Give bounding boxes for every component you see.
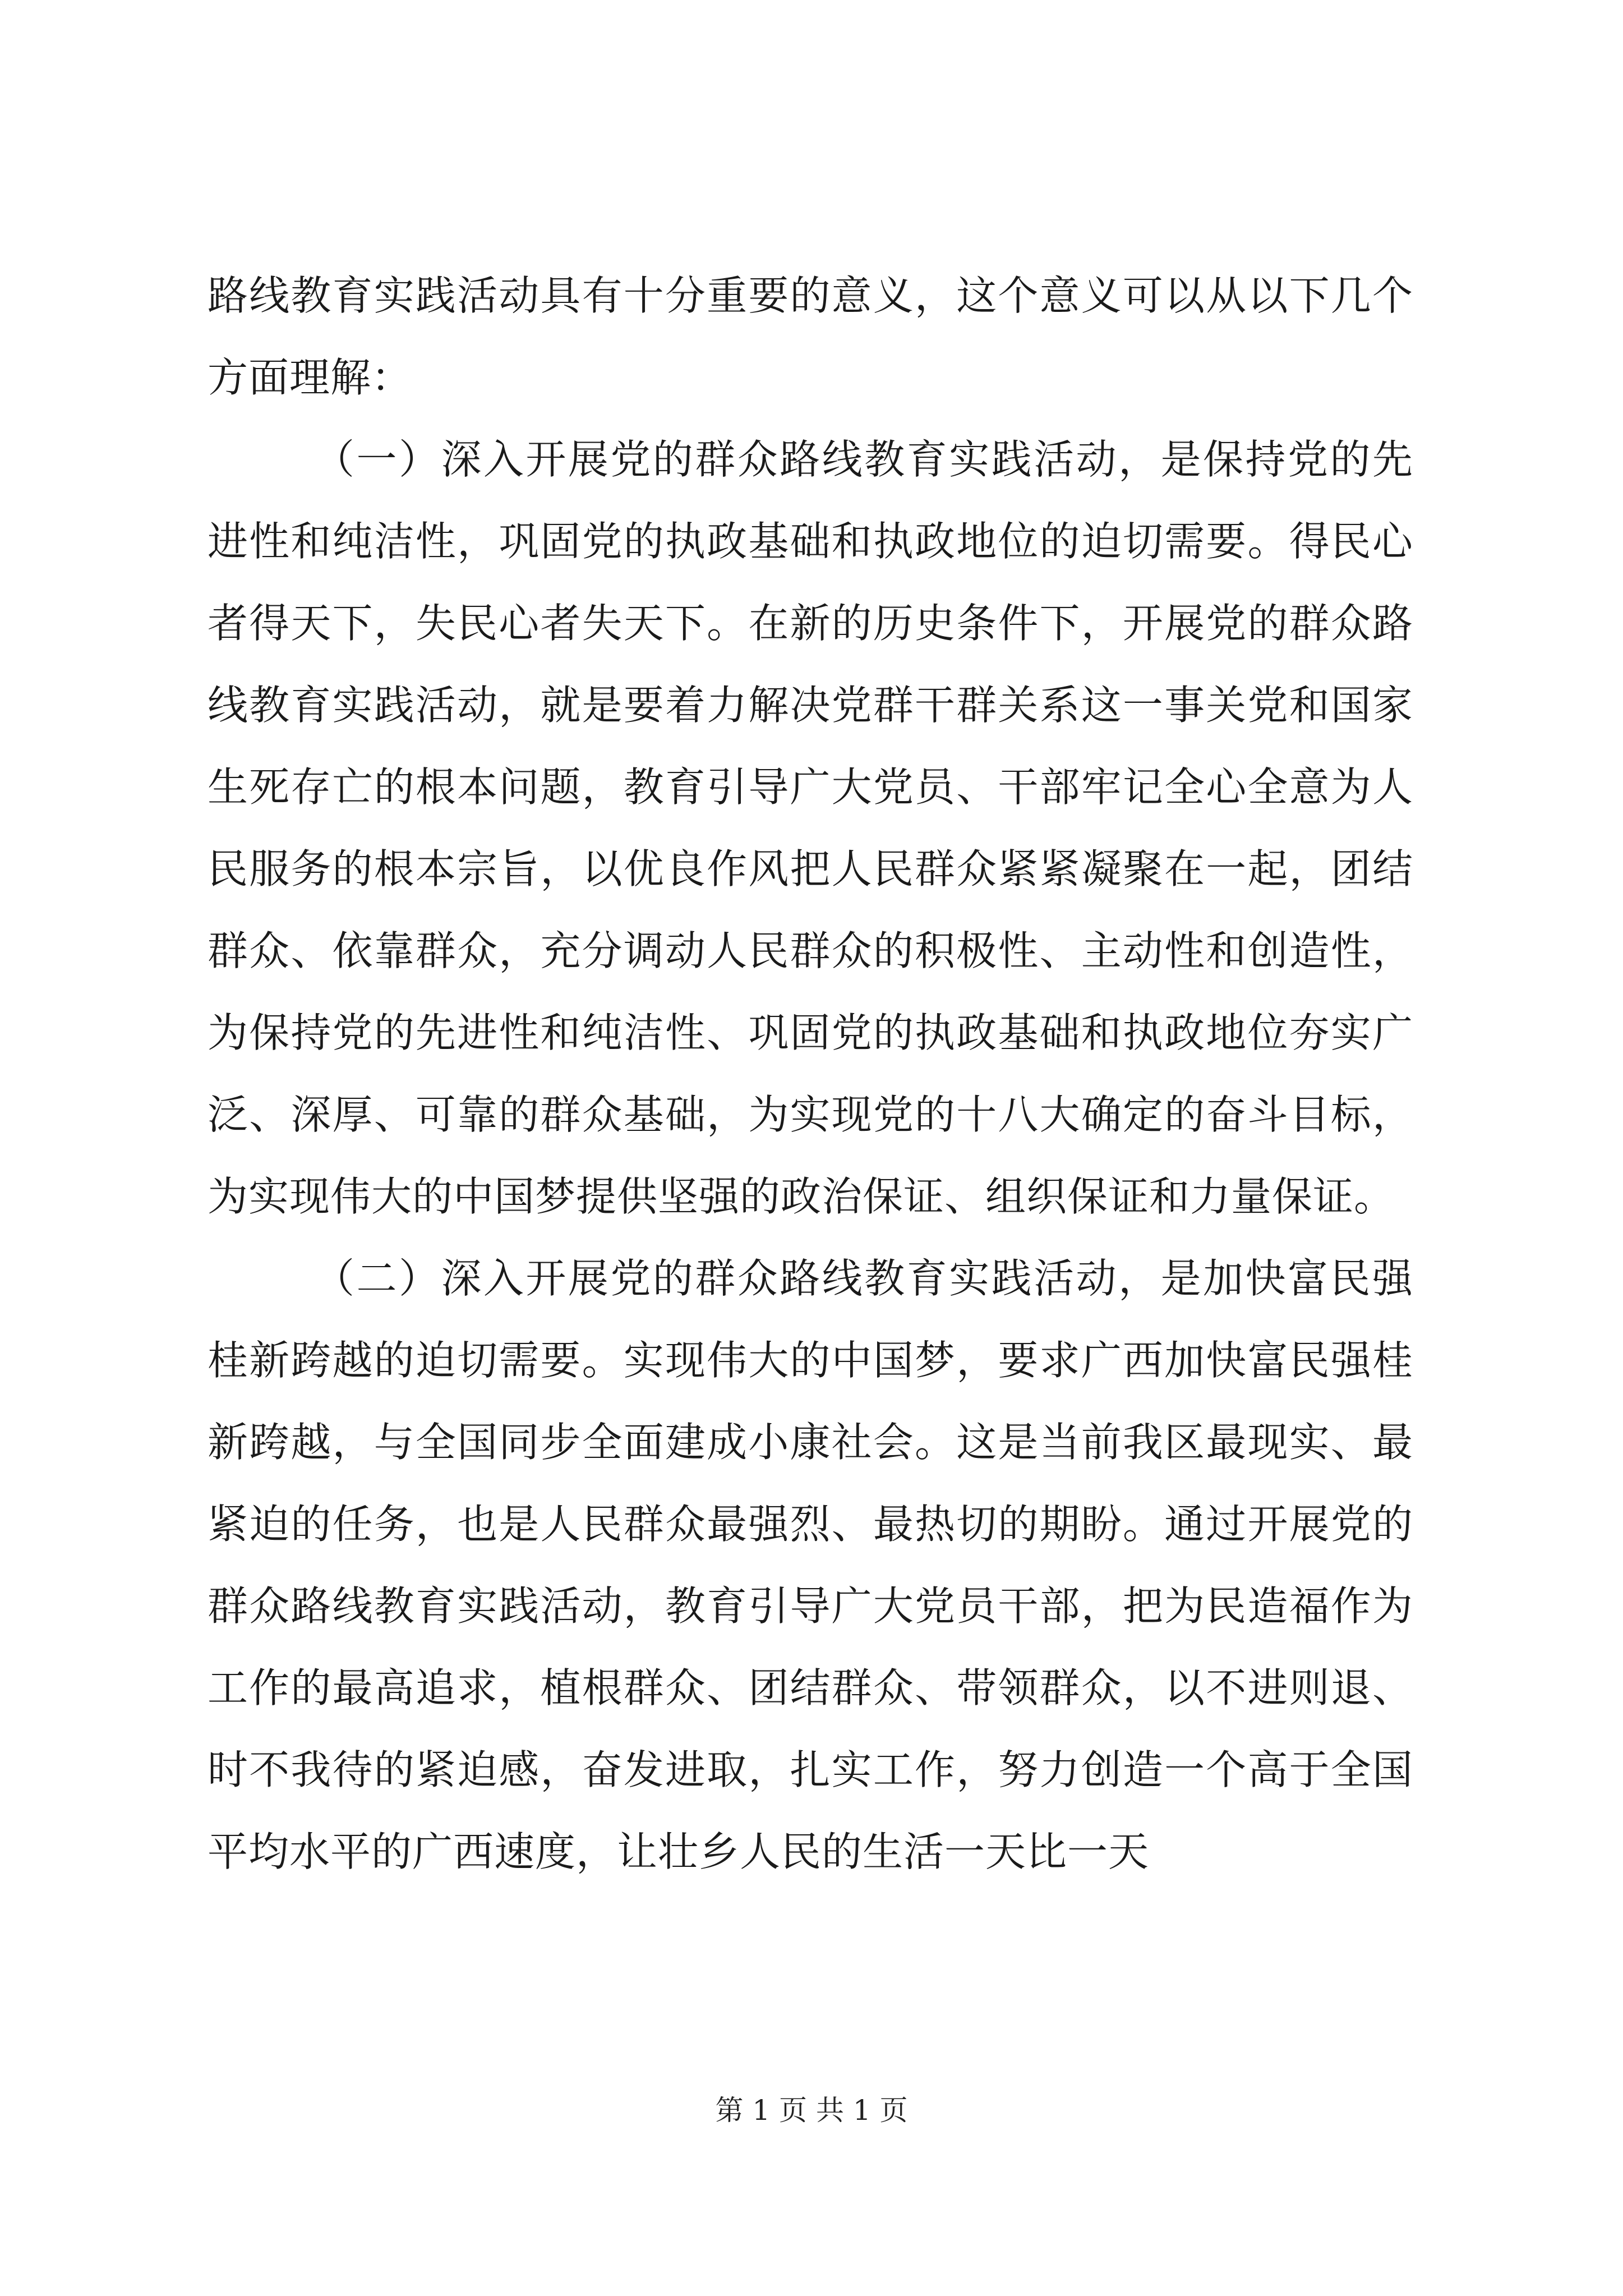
page-number-footer: 第 1 页 共 1 页 [715,2094,908,2127]
paragraph-point-one: （一）深入开展党的群众路线教育实践活动，是保持党的先进性和纯洁性，巩固党的执政基础和执政地位的迫切需要。得民心者得天下，失民心者失天下。在新的历史条件下，开展党的群众路线教育实践活动，就是要着力解决党群干群关系这一事关党和国家生死存亡的根本问题，教育引导广大党员、干部牢记全心全意为人民服务的根本宗旨，以优良作风把人民群众紧紧凝聚在一起，团结群众、依靠群众，充分调动人民群众的积极性、主动性和创造性，为保持党的先进性和纯洁性、巩固党的执政基础和执政地位夯实广泛、深厚、可靠的群众基础，为实现党的十八大确定的奋斗目标，为实现伟大的中国梦提供坚强的政治保证、组织保证和力量保证。 [208,436,1413,1220]
document-body [208,255,1413,1893]
paragraph-point-two: （二）深入开展党的群众路线教育实践活动，是加快富民强桂新跨越的迫切需要。实现伟大的中国梦，要求广西加快富民强桂新跨越，与全国同步全面建成小康社会。这是当前我区最现实、最紧迫的任务，也是人民群众最强烈、最热切的期盼。通过开展党的群众路线教育实践活动，教育引导广大党员干部，把为民造福作为工作的最高追求，植根群众、团结群众、带领群众，以不进则退、时不我待的紧迫感，奋发进取，扎实工作，努力创造一个高于全国平均水平的广西速度，让壮乡人民的生活一天比一天 [208,1255,1413,1875]
paragraph-intro: 路线教育实践活动具有十分重要的意义，这个意义可以从以下几个方面理解： [208,272,1413,401]
